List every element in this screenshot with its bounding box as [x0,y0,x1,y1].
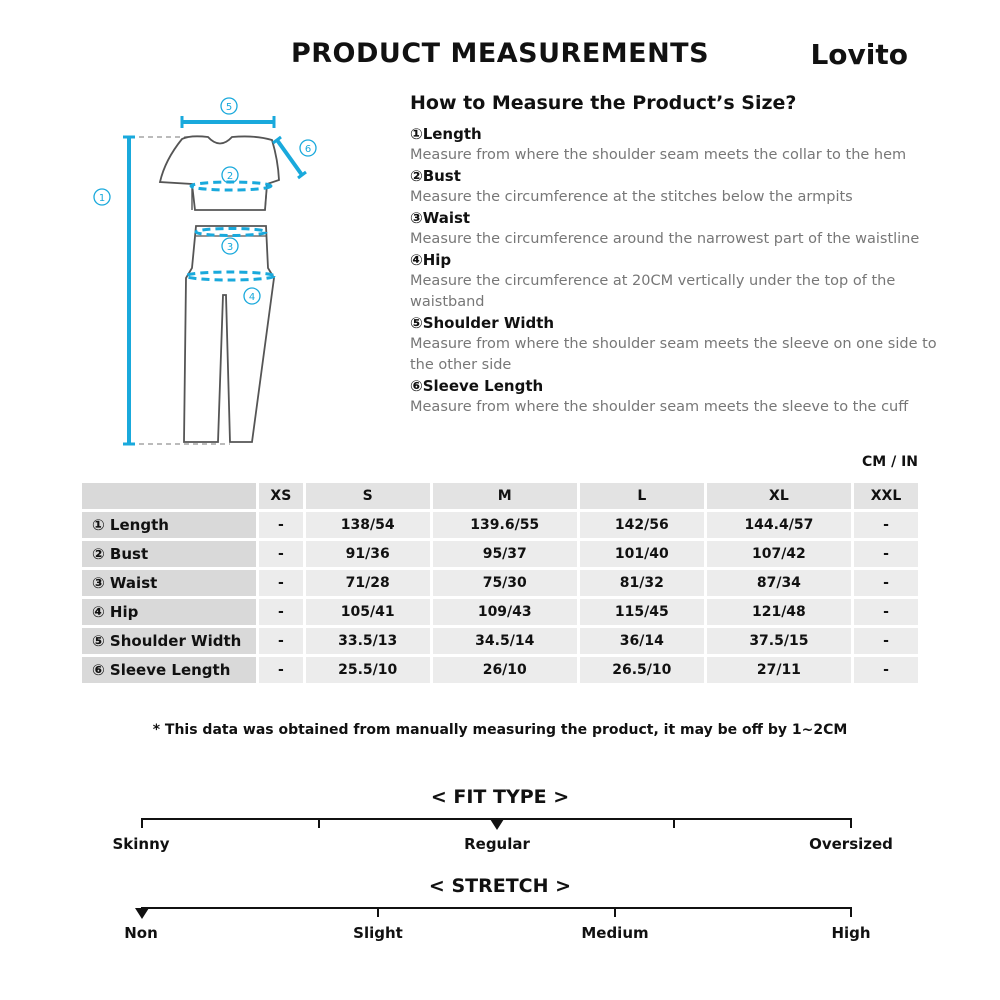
table-cell: 75/30 [433,570,577,596]
instruction-title: ④Hip [410,251,452,269]
table-row [82,599,918,625]
instruction-desc: Measure the circumference at the stitches below the armpits [410,189,853,205]
fit-type-title: < FIT TYPE > [430,786,570,808]
instruction-desc: Measure the circumference at 20CM vertically under the top of the waistband [410,273,896,310]
fit-type-marker [490,819,504,830]
table-cell: - [259,570,303,596]
instruction-title: ⑤Shoulder Width [410,314,555,332]
stretch-tick [850,907,852,917]
fit-tick [141,818,143,828]
table-cell: 71/28 [306,570,430,596]
size-header: XS [259,483,303,509]
table-cell: - [854,657,918,683]
table-row [82,541,918,567]
instruction-desc: Measure from where the shoulder seam meets the collar to the hem [410,147,907,163]
page-title: PRODUCT MEASUREMENTS [290,38,710,69]
svg-text:5: 5 [225,102,233,113]
table-cell: 27/11 [707,657,851,683]
sleeve-measure-bar [277,140,302,175]
table-row [82,628,918,654]
table-cell: 105/41 [306,599,430,625]
table-cell: 87/34 [707,570,851,596]
size-header: L [580,483,704,509]
table-cell: - [854,512,918,538]
garment-diagram [80,90,340,460]
table-cell: 26.5/10 [580,657,704,683]
fit-tick [673,818,675,828]
table-cell: 139.6/55 [433,512,577,538]
table-row [82,570,918,596]
stretch-label-medium: Medium [581,924,649,942]
units-label: CM / IN [862,454,918,470]
stretch-label-high: High [831,924,871,942]
table-cell: - [259,628,303,654]
row-label: ① Length [82,512,256,538]
instruction-item [410,376,940,418]
row-label: ⑥ Sleeve Length [82,657,256,683]
instruction-item [410,250,940,313]
stretch-marker [135,908,149,919]
instruction-item [410,313,940,376]
instructions-heading: How to Measure the Product’s Size? [410,92,797,114]
svg-text:2: 2 [226,171,234,182]
brand-logo: Lovito [810,38,908,71]
table-cell: - [259,599,303,625]
stretch-label-non: Non [124,924,158,942]
svg-text:3: 3 [226,242,234,253]
instruction-desc: Measure the circumference around the narrowest part of the waistline [410,231,920,247]
stretch-title: < STRETCH > [428,875,572,897]
stretch-scale [141,907,852,909]
table-cell: 101/40 [580,541,704,567]
measure-instructions [410,92,940,418]
fit-tick [318,818,320,828]
table-cell: 34.5/14 [433,628,577,654]
fit-label-oversized: Oversized [809,835,893,853]
fit-label-skinny: Skinny [112,835,170,853]
size-header: M [433,483,577,509]
size-table [79,480,921,686]
instruction-item [410,124,940,166]
instruction-title: ⑥Sleeve Length [410,377,544,395]
row-label: ② Bust [82,541,256,567]
table-cell: 36/14 [580,628,704,654]
stretch-tick [377,907,379,917]
table-cell: 25.5/10 [306,657,430,683]
stretch-tick [614,907,616,917]
table-cell: 115/45 [580,599,704,625]
table-cell: - [259,657,303,683]
row-label: ⑤ Shoulder Width [82,628,256,654]
instruction-desc: Measure from where the shoulder seam meets the sleeve on one side to the other side [410,336,937,373]
row-label: ④ Hip [82,599,256,625]
stretch-label-slight: Slight [353,924,403,942]
table-cell: 142/56 [580,512,704,538]
table-cell: 121/48 [707,599,851,625]
table-cell: 26/10 [433,657,577,683]
table-cell: 33.5/13 [306,628,430,654]
svg-text:6: 6 [304,144,312,155]
size-header: S [306,483,430,509]
table-corner [82,483,256,509]
table-cell: - [854,628,918,654]
fit-label-regular: Regular [464,835,530,853]
table-cell: 91/36 [306,541,430,567]
table-cell: 81/32 [580,570,704,596]
row-label: ③ Waist [82,570,256,596]
table-header-row [82,483,918,509]
table-row [82,512,918,538]
instruction-title: ①Length [410,125,482,143]
svg-text:1: 1 [98,193,106,204]
fit-tick [850,818,852,828]
table-cell: 144.4/57 [707,512,851,538]
size-header: XL [707,483,851,509]
instruction-title: ③Waist [410,209,471,227]
table-cell: - [854,599,918,625]
table-cell: 37.5/15 [707,628,851,654]
table-row [82,657,918,683]
size-header: XXL [854,483,918,509]
instruction-desc: Measure from where the shoulder seam meets the sleeve to the cuff [410,399,909,415]
instruction-item [410,166,940,208]
table-cell: 107/42 [707,541,851,567]
instruction-title: ②Bust [410,167,461,185]
measurement-note: * This data was obtained from manually measuring the product, it may be off by 1~2CM [152,722,848,738]
table-cell: - [854,541,918,567]
table-cell: 109/43 [433,599,577,625]
svg-text:4: 4 [248,292,256,303]
table-cell: - [854,570,918,596]
table-cell: - [259,541,303,567]
table-cell: 95/37 [433,541,577,567]
table-cell: 138/54 [306,512,430,538]
table-cell: - [259,512,303,538]
instruction-item [410,208,940,250]
